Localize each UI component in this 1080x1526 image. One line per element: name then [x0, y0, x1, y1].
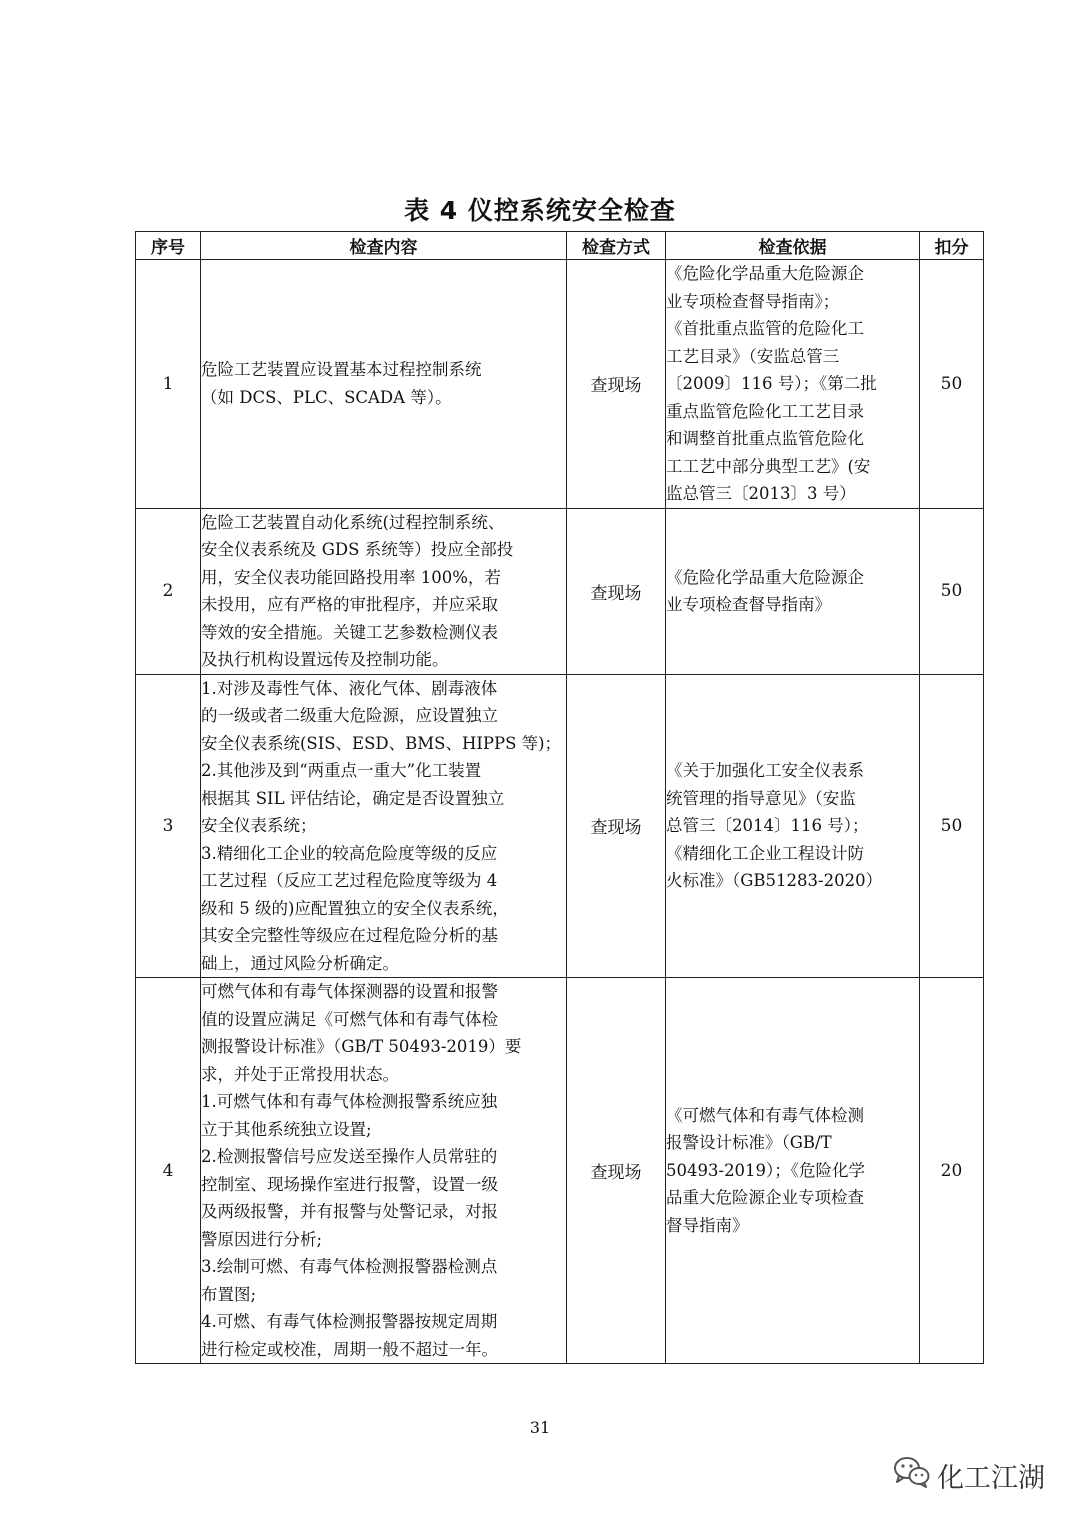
- header-score: 扣分: [920, 232, 984, 260]
- content-line: 用，安全仪表功能回路投用率 100%，若: [201, 567, 501, 587]
- inspection-method: 查现场: [567, 978, 666, 1364]
- deduction-score: 20: [920, 978, 984, 1364]
- content-line: 4.可燃、有毒气体检测报警器按规定周期: [201, 1312, 498, 1331]
- page-number: 31: [529, 1418, 551, 1437]
- inspection-method: 查现场: [567, 260, 666, 509]
- basis-line: 业专项检查督导指南》: [666, 595, 831, 614]
- content-line: 立于其他系统独立设置;: [201, 1119, 372, 1139]
- watermark-text: 化工江湖: [937, 1462, 1045, 1494]
- basis-line: 50493-2019）；《危险化学: [666, 1160, 866, 1180]
- basis-line: 《精细化工企业工程设计防: [666, 843, 864, 863]
- content-line: 控制室、现场操作室进行报警，设置一级: [201, 1174, 498, 1194]
- basis-line: 《首批重点监管的危险化工: [666, 319, 864, 338]
- table-header-row: [136, 232, 984, 260]
- content-line: 工艺过程（反应工艺过程危险度等级为 4: [201, 871, 498, 890]
- inspection-content: [201, 260, 567, 509]
- content-line: 安全仪表系统及 GDS 系统等）投应全部投: [201, 540, 514, 559]
- table-title: 表 4 仪控系统安全检查: [404, 196, 676, 225]
- inspection-method: 查现场: [567, 508, 666, 674]
- inspection-table: [135, 231, 984, 1364]
- content-line: 及两级报警，并有报警与处警记录，对报: [201, 1202, 498, 1221]
- row-number: 4: [136, 978, 201, 1364]
- basis-line: 〔2009〕116 号）；《第二批: [666, 374, 877, 393]
- basis-line: 统管理的指导意见》（安监: [666, 788, 856, 808]
- content-line: 根据其 SIL 评估结论，确定是否设置独立: [201, 788, 505, 808]
- table-row: [136, 978, 984, 1364]
- basis-line: 和调整首批重点监管危险化: [666, 429, 864, 448]
- content-line: 级和 5 级的)应配置独立的安全仪表系统，: [201, 898, 509, 918]
- header-basis: 检查依据: [666, 232, 920, 260]
- table-row: [136, 260, 984, 509]
- content-line: 3.绘制可燃、有毒气体检测报警器检测点: [201, 1257, 498, 1276]
- watermark: [893, 1455, 1045, 1495]
- row-number: 1: [136, 260, 201, 509]
- content-line: 安全仪表系统(SIS、ESD、BMS、HIPPS 等)；: [201, 733, 562, 753]
- content-line: 1.对涉及毒性气体、液化气体、剧毒液体: [201, 678, 498, 698]
- inspection-content: [201, 674, 567, 978]
- content-line: （如 DCS、PLC、SCADA 等）。: [201, 387, 452, 407]
- content-line: 1.可燃气体和有毒气体检测报警系统应独: [201, 1092, 498, 1111]
- inspection-basis: [666, 674, 920, 978]
- content-line: 测报警设计标准》（GB/T 50493-2019）要: [201, 1037, 522, 1056]
- content-line: 3.精细化工企业的较高危险度等级的反应: [201, 843, 498, 863]
- content-line: 危险工艺装置自动化系统(过程控制系统、: [201, 512, 505, 532]
- content-line: 警原因进行分析;: [201, 1229, 323, 1249]
- basis-line: 品重大危险源企业专项检查: [666, 1188, 864, 1208]
- content-line: 及执行机构设置远传及控制功能。: [201, 650, 449, 669]
- basis-line: 重点监管危险化工工艺目录: [666, 401, 864, 421]
- content-line: 可燃气体和有毒气体探测器的设置和报警: [201, 982, 498, 1001]
- inspection-method: 查现场: [567, 674, 666, 978]
- basis-line: 火标准》（GB51283-2020）: [666, 871, 883, 890]
- basis-line: 督导指南》: [666, 1215, 749, 1235]
- basis-line: 监总管三〔2013〕3 号）: [666, 484, 856, 503]
- table-row: [136, 508, 984, 674]
- inspection-basis: [666, 978, 920, 1364]
- deduction-score: 50: [920, 674, 984, 978]
- content-line: 其安全完整性等级应在过程危险分析的基: [201, 926, 498, 945]
- basis-line: 总管三〔2014〕116 号）；: [666, 816, 869, 835]
- content-line: 2.检测报警信号应发送至操作人员常驻的: [201, 1147, 498, 1166]
- content-line: 2.其他涉及到“两重点一重大”化工装置: [201, 761, 482, 780]
- inspection-basis: [666, 508, 920, 674]
- table-row: [136, 674, 984, 978]
- wechat-icon: [893, 1456, 931, 1495]
- content-line: 的一级或者二级重大危险源，应设置独立: [201, 706, 498, 725]
- inspection-content: [201, 978, 567, 1364]
- header-content: 检查内容: [201, 232, 567, 260]
- content-line: 值的设置应满足《可燃气体和有毒气体检: [201, 1009, 498, 1029]
- basis-line: 工艺目录》（安监总管三: [666, 346, 840, 366]
- deduction-score: 50: [920, 508, 984, 674]
- inspection-basis: [666, 260, 920, 509]
- basis-line: 《关于加强化工安全仪表系: [666, 761, 864, 780]
- row-number: 2: [136, 508, 201, 674]
- header-method: 检查方式: [567, 232, 666, 260]
- content-line: 危险工艺装置应设置基本过程控制系统: [201, 360, 482, 380]
- deduction-score: 50: [920, 260, 984, 509]
- basis-line: 《危险化学品重大危险源企: [666, 567, 864, 587]
- basis-line: 业专项检查督导指南》；: [666, 291, 840, 311]
- content-line: 等效的安全措施。关键工艺参数检测仪表: [201, 622, 498, 642]
- row-number: 3: [136, 674, 201, 978]
- basis-line: 《可燃气体和有毒气体检测: [666, 1105, 864, 1125]
- basis-line: 《危险化学品重大危险源企: [666, 264, 864, 283]
- basis-line: 报警设计标准》（GB/T: [666, 1133, 832, 1153]
- content-line: 础上，通过风险分析确定。: [201, 953, 399, 973]
- content-line: 布置图;: [201, 1284, 257, 1304]
- inspection-content: [201, 508, 567, 674]
- content-line: 未投用，应有严格的审批程序，并应采取: [201, 595, 498, 614]
- content-line: 进行检定或校准，周期一般不超过一年。: [201, 1339, 498, 1359]
- content-line: 求，并处于正常投用状态。: [201, 1064, 399, 1084]
- header-num: 序号: [136, 232, 201, 260]
- content-line: 安全仪表系统；: [201, 816, 317, 835]
- basis-line: 工工艺中部分典型工艺》(安: [666, 456, 871, 476]
